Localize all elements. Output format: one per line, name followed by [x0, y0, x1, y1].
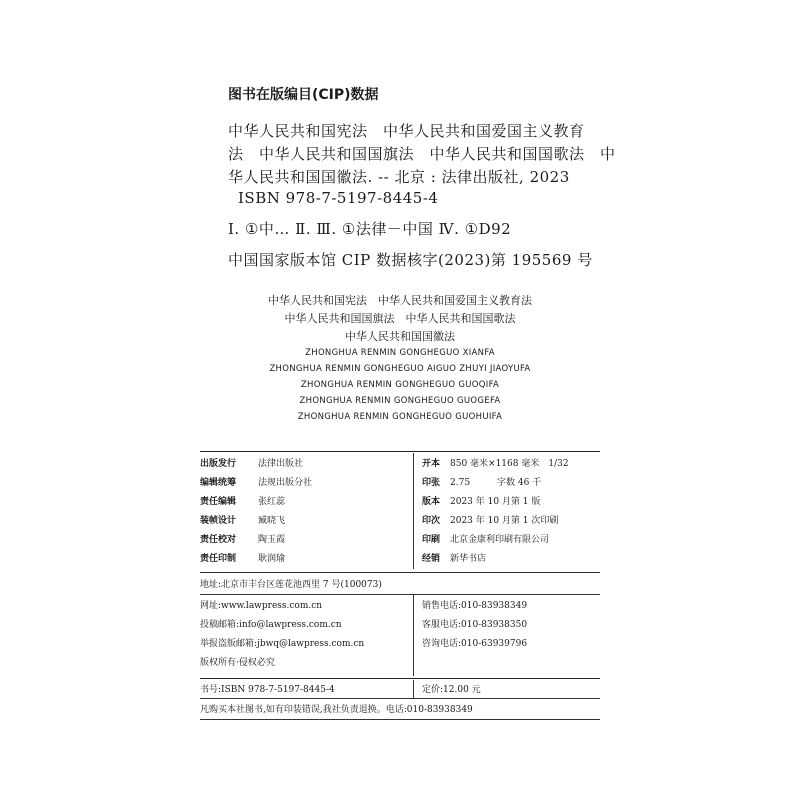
pub-value: 2023 年 10 月第 1 次印刷	[450, 516, 559, 526]
pub-label: 责任印制	[200, 554, 237, 564]
pub-row	[200, 513, 600, 532]
pub-value: 850 毫米×1168 毫米 1/32	[450, 459, 569, 469]
copyright-notice: 版权所有·侵权必究	[200, 658, 275, 668]
cip-title: 图书在版编目(CIP)数据	[228, 87, 379, 103]
contact-mid-rule	[200, 594, 600, 595]
cip-classification: Ⅰ. ①中… Ⅱ. Ⅲ. ①法律－中国 Ⅳ. ①D92	[228, 220, 512, 238]
cip-line-2: 法 中华人民共和国国旗法 中华人民共和国国歌法 中	[228, 145, 616, 163]
pub-row	[200, 456, 600, 475]
contact-row	[200, 636, 600, 655]
pub-label: 责任校对	[200, 535, 237, 545]
cip-line-1: 中华人民共和国宪法 中华人民共和国爱国主义教育	[228, 122, 585, 140]
pub-value: 臧晓飞	[258, 516, 286, 526]
pub-row	[200, 551, 600, 570]
return-policy-notice: 凡购买本社图书,如有印装错误,我社负责退换。电话:010-83938349	[200, 705, 473, 715]
contact-right: 咨询电话:010-63939796	[422, 639, 528, 649]
contact-left: 举报盗版邮箱:jbwq@lawpress.com.cn	[200, 639, 365, 649]
pub-value: 新华书店	[450, 554, 487, 564]
pub-value: 法规出版分社	[258, 478, 313, 488]
footer-mid-rule	[200, 698, 600, 699]
book-price: 定价:12.00 元	[422, 685, 481, 695]
pub-label: 编辑统筹	[200, 478, 237, 488]
contact-top-rule	[200, 572, 600, 573]
pub-label: 出版发行	[200, 459, 237, 469]
contact-row	[200, 655, 600, 674]
pub-label: 责任编辑	[200, 497, 237, 507]
contact-row	[200, 598, 600, 617]
pub-label: 印张	[422, 478, 441, 488]
title-pinyin-5: ZHONGHUA RENMIN GONGHEGUO GUOHUIFA	[297, 412, 503, 422]
contact-right: 客服电话:010-83938350	[422, 620, 528, 630]
pub-label: 印刷	[422, 535, 441, 545]
book-isbn: 书号:ISBN 978-7-5197-8445-4	[200, 685, 335, 695]
pub-value: 陶玉霞	[258, 535, 286, 545]
pub-label: 经销	[422, 554, 441, 564]
pub-value: 北京金康利印刷有限公司	[450, 535, 550, 545]
footer-top-rule	[200, 678, 600, 679]
publisher-address: 地址:北京市丰台区莲花池西里 7 号(100073)	[200, 580, 382, 590]
pub-value: 耿润瑜	[258, 554, 286, 564]
pub-value: 张红蕊	[258, 497, 286, 507]
contact-left: 投稿邮箱:info@lawpress.com.cn	[200, 620, 342, 630]
pub-label: 版本	[422, 497, 441, 507]
pub-row	[200, 475, 600, 494]
pub-value: 2023 年 10 月第 1 版	[450, 497, 541, 507]
contact-left: 网址:www.lawpress.com.cn	[200, 601, 323, 611]
pub-label: 开本	[422, 459, 441, 469]
pub-label: 印次	[422, 516, 441, 526]
pub-value: 2.75 字数 46 千	[450, 478, 542, 488]
title-cn-line-1: 中华人民共和国宪法 中华人民共和国爱国主义教育法	[268, 294, 532, 307]
pub-label: 装帧设计	[200, 516, 237, 526]
title-pinyin-1: ZHONGHUA RENMIN GONGHEGUO XIANFA	[305, 348, 495, 358]
footer-bottom-rule	[200, 719, 600, 720]
pub-row	[200, 494, 600, 513]
cip-isbn: ISBN 978-7-5197-8445-4	[238, 189, 439, 207]
contact-right: 销售电话:010-83938349	[422, 601, 528, 611]
title-cn-line-3: 中华人民共和国国徽法	[345, 330, 455, 343]
pub-top-rule	[200, 451, 600, 452]
title-pinyin-4: ZHONGHUA RENMIN GONGHEGUO GUOGEFA	[299, 396, 501, 406]
title-pinyin-2: ZHONGHUA RENMIN GONGHEGUO AIGUO ZHUYI JIAOYUFA	[269, 364, 531, 374]
cip-record-number: 中国国家版本馆 CIP 数据核字(2023)第 195569 号	[228, 251, 593, 269]
cip-line-3: 华人民共和国国徽法. -- 北京 : 法律出版社, 2023	[228, 168, 570, 186]
pub-row	[200, 532, 600, 551]
title-cn-line-2: 中华人民共和国国旗法 中华人民共和国国歌法	[284, 312, 516, 325]
title-pinyin-3: ZHONGHUA RENMIN GONGHEGUO GUOQIFA	[300, 380, 500, 390]
contact-row	[200, 617, 600, 636]
pub-value: 法律出版社	[258, 459, 304, 469]
